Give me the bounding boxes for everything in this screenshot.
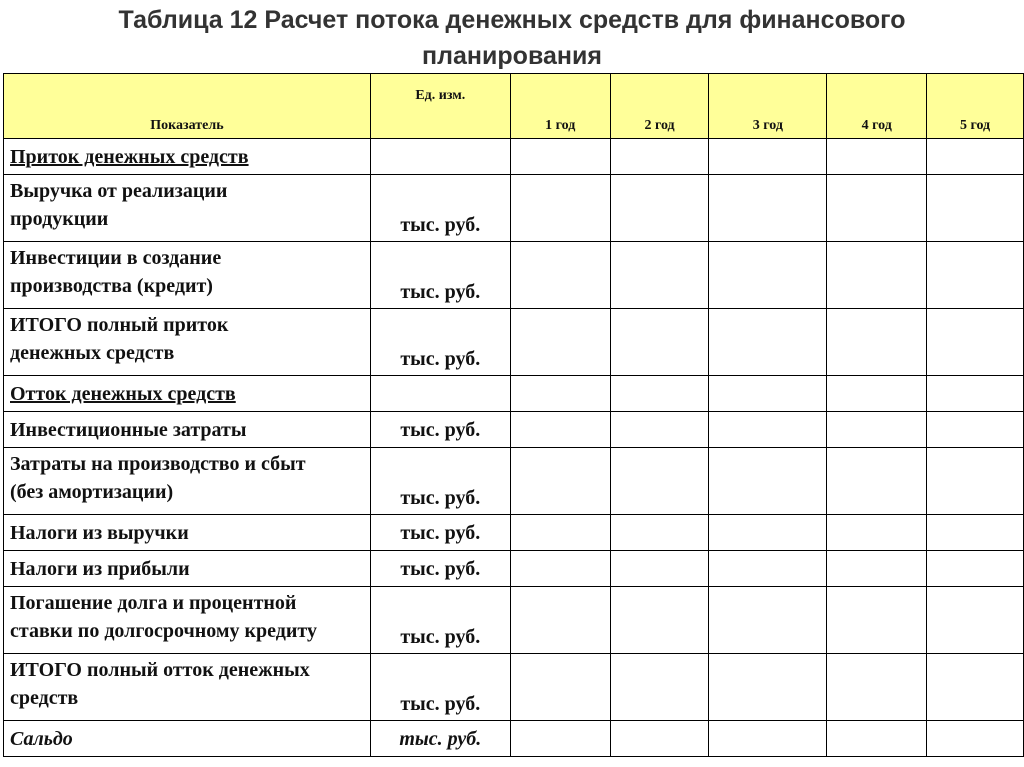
year-1-cell — [510, 721, 610, 757]
table-row — [4, 139, 1024, 175]
table-row — [4, 551, 1024, 587]
year-3-cell — [709, 448, 827, 515]
year-3-cell — [709, 515, 827, 551]
year-1-cell — [510, 587, 610, 654]
year-4-cell — [827, 721, 927, 757]
row-label-line: продукции — [10, 208, 109, 230]
row-unit: тыс. руб. — [370, 515, 510, 551]
header-unit: Ед. изм. — [370, 74, 510, 139]
row-label-line: Затраты на производство и сбыт — [10, 453, 306, 475]
header-year-5: 5 год — [927, 74, 1024, 139]
year-5-cell — [927, 376, 1024, 412]
year-4-cell — [827, 587, 927, 654]
header-year-4: 4 год — [827, 74, 927, 139]
row-label-line: производства (кредит) — [10, 275, 213, 297]
year-3-cell — [709, 242, 827, 309]
row-label-line: ИТОГО полный приток — [10, 314, 229, 336]
row-unit: тыс. руб. — [370, 412, 510, 448]
year-2-cell — [610, 242, 709, 309]
table-row — [4, 654, 1024, 721]
year-3-cell — [709, 654, 827, 721]
row-label — [4, 175, 371, 242]
row-label-line: Погашение долга и процентной — [10, 592, 297, 614]
year-5-cell — [927, 721, 1024, 757]
row-label — [4, 242, 371, 309]
year-1-cell — [510, 515, 610, 551]
year-4-cell — [827, 551, 927, 587]
row-label — [4, 376, 371, 412]
year-5-cell — [927, 587, 1024, 654]
header-year-3: 3 год — [709, 74, 827, 139]
row-label-line: Инвестиции в создание — [10, 247, 222, 269]
year-1-cell — [510, 309, 610, 376]
row-label — [4, 139, 371, 175]
year-2-cell — [610, 654, 709, 721]
header-year-2: 2 год — [610, 74, 709, 139]
row-unit: тыс. руб. — [370, 551, 510, 587]
year-5-cell — [927, 412, 1024, 448]
year-1-cell — [510, 139, 610, 175]
row-label — [4, 721, 371, 757]
year-4-cell — [827, 654, 927, 721]
year-2-cell — [610, 515, 709, 551]
row-label — [4, 551, 371, 587]
title-line-1: Таблица 12 Расчет потока денежных средств для финансового — [118, 6, 906, 34]
row-label-line: ИТОГО полный отток денежных — [10, 659, 310, 681]
year-5-cell — [927, 448, 1024, 515]
row-label-line: Инвестиционные затраты — [10, 418, 247, 441]
year-3-cell — [709, 587, 827, 654]
row-unit: тыс. руб. — [370, 175, 510, 242]
row-unit: тыс. руб. — [370, 721, 510, 757]
year-4-cell — [827, 139, 927, 175]
table-row — [4, 309, 1024, 376]
table-row — [4, 412, 1024, 448]
year-3-cell — [709, 721, 827, 757]
year-4-cell — [827, 242, 927, 309]
row-unit — [370, 139, 510, 175]
table-row — [4, 721, 1024, 757]
row-label-line: денежных средств — [10, 342, 175, 364]
year-4-cell — [827, 412, 927, 448]
year-1-cell — [510, 551, 610, 587]
header-year-1: 1 год — [510, 74, 610, 139]
row-unit: тыс. руб. — [370, 309, 510, 376]
year-2-cell — [610, 448, 709, 515]
header-indicator: Показатель — [4, 74, 371, 139]
table-body — [4, 139, 1024, 757]
row-label-line: Приток денежных средств — [10, 145, 249, 168]
year-3-cell — [709, 309, 827, 376]
row-label-line: Отток денежных средств — [10, 382, 236, 405]
row-label-line: средств — [10, 687, 79, 709]
year-3-cell — [709, 412, 827, 448]
row-label — [4, 654, 371, 721]
table-row — [4, 448, 1024, 515]
year-4-cell — [827, 309, 927, 376]
row-label-line: Налоги из прибыли — [10, 557, 190, 580]
year-5-cell — [927, 242, 1024, 309]
year-2-cell — [610, 139, 709, 175]
row-label-line: ставки по долгосрочному кредиту — [10, 620, 317, 642]
year-2-cell — [610, 412, 709, 448]
year-4-cell — [827, 515, 927, 551]
year-5-cell — [927, 175, 1024, 242]
table-row — [4, 175, 1024, 242]
year-2-cell — [610, 376, 709, 412]
row-label — [4, 412, 371, 448]
year-5-cell — [927, 309, 1024, 376]
row-unit: тыс. руб. — [370, 587, 510, 654]
table-row — [4, 376, 1024, 412]
page-title — [0, 2, 1024, 74]
title-line-2: планирования — [422, 42, 602, 70]
table-row — [4, 587, 1024, 654]
year-5-cell — [927, 551, 1024, 587]
row-label — [4, 309, 371, 376]
row-label — [4, 515, 371, 551]
year-2-cell — [610, 309, 709, 376]
row-label-line: Сальдо — [10, 727, 73, 750]
row-unit: тыс. руб. — [370, 448, 510, 515]
header-row — [4, 74, 1024, 139]
row-label-line: (без амортизации) — [10, 481, 174, 503]
table-row — [4, 242, 1024, 309]
year-4-cell — [827, 175, 927, 242]
row-label — [4, 587, 371, 654]
row-unit: тыс. руб. — [370, 654, 510, 721]
row-label — [4, 448, 371, 515]
year-3-cell — [709, 551, 827, 587]
year-2-cell — [610, 175, 709, 242]
year-1-cell — [510, 242, 610, 309]
year-3-cell — [709, 376, 827, 412]
year-5-cell — [927, 654, 1024, 721]
row-unit — [370, 376, 510, 412]
row-label-line: Выручка от реализации — [10, 180, 228, 202]
year-3-cell — [709, 139, 827, 175]
year-1-cell — [510, 175, 610, 242]
row-unit: тыс. руб. — [370, 242, 510, 309]
year-1-cell — [510, 448, 610, 515]
table-row — [4, 515, 1024, 551]
year-5-cell — [927, 139, 1024, 175]
year-4-cell — [827, 376, 927, 412]
year-3-cell — [709, 175, 827, 242]
year-2-cell — [610, 551, 709, 587]
year-1-cell — [510, 376, 610, 412]
row-label-line: Налоги из выручки — [10, 521, 189, 544]
year-2-cell — [610, 587, 709, 654]
year-1-cell — [510, 412, 610, 448]
year-5-cell — [927, 515, 1024, 551]
year-1-cell — [510, 654, 610, 721]
cash-flow-table — [3, 73, 1024, 757]
year-4-cell — [827, 448, 927, 515]
year-2-cell — [610, 721, 709, 757]
